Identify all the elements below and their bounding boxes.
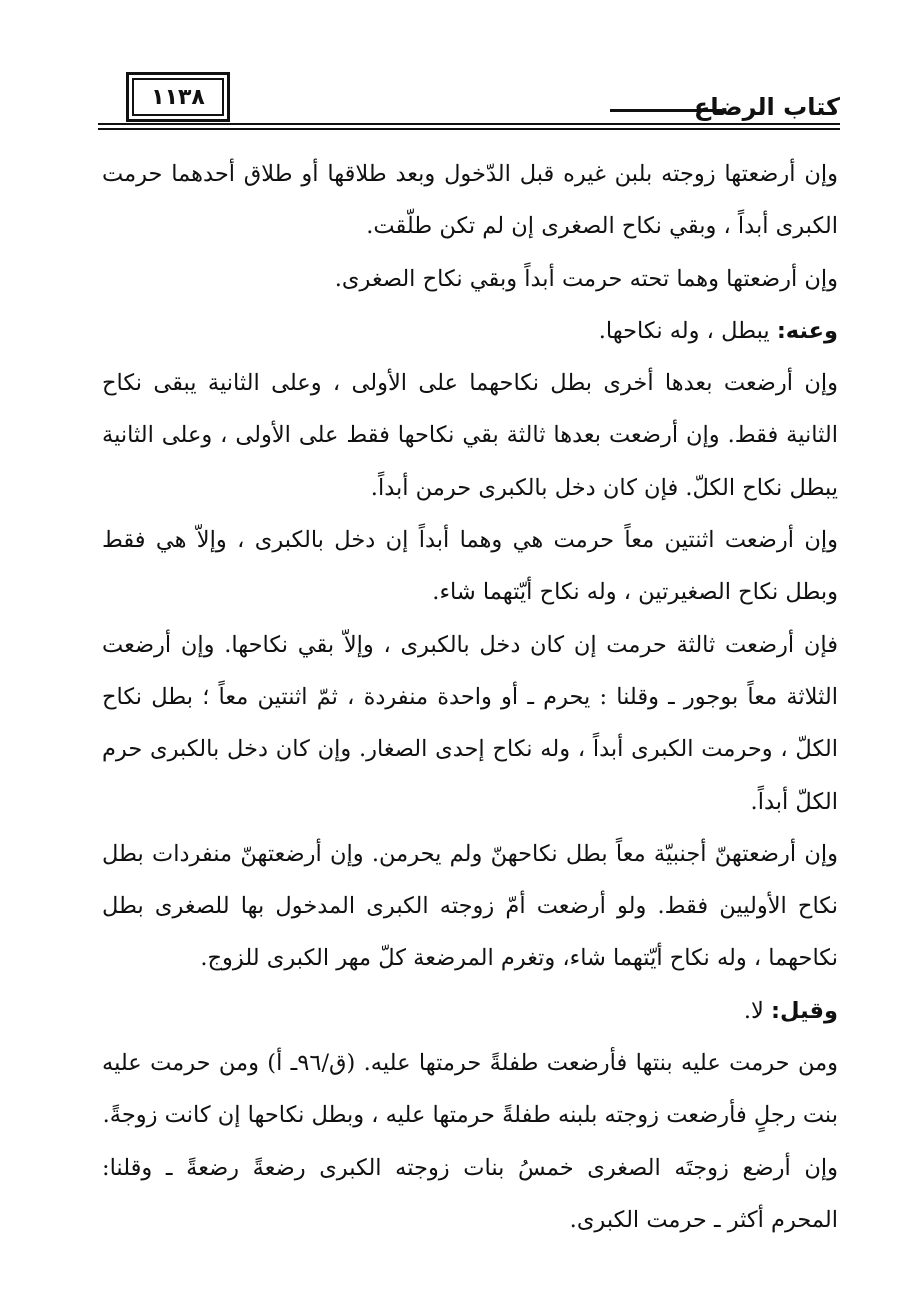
body-text	[102, 148, 838, 1246]
paragraph-text: وإن أرضعت بعدها أخرى بطل نكاحهما على الأولى ، وعلى الثانية يبقى نكاح الثانية فقط. وإن أرضعت بعدها ثالثة بقي نكاحها فقط على الأولى ، وعلى الثانية يبطل نكاح الكلّ. فإن كان دخل بالكبرى حرمن أبداً.	[102, 370, 838, 501]
paragraph-lead: وقيل:	[771, 997, 838, 1024]
paragraph	[102, 305, 838, 357]
paragraph-text: فإن أرضعت ثالثة حرمت إن كان دخل بالكبرى ، وإلاّ بقي نكاحها. وإن أرضعت الثلاثة معاً بوجور ـ وقلنا : يحرم ـ أو واحدة منفردة ، ثمّ اثنتين معاً ؛ بطل نكاح الكلّ ، وحرمت الكبرى أبداً ، وله نكاح إحدى الصغار. وإن كان دخل بالكبرى حرم الكلّ أبداً.	[102, 631, 838, 815]
page-number: ١١٣٨	[151, 84, 205, 110]
paragraph	[102, 514, 838, 619]
paragraph	[102, 1037, 838, 1142]
page-header	[98, 62, 840, 132]
book-title: كتاب الرضاع	[693, 93, 840, 121]
paragraph-text: وإن أرضع زوجتَه الصغرى خمسُ بنات زوجته الكبرى رضعةً رضعةً ـ وقلنا: المحرم أكثر ـ حرمت الكبرى.	[102, 1154, 838, 1233]
page-number-box	[126, 72, 230, 122]
paragraph-text: يبطل ، وله نكاحها.	[598, 317, 777, 344]
paragraph-text: وإن أرضعت اثنتين معاً حرمت هي وهما أبداً إن دخل بالكبرى ، وإلاّ هي فقط وبطل نكاح الصغيرتين ، وله نكاح أيّتهما شاء.	[102, 527, 838, 606]
paragraph-lead: وعنه:	[776, 317, 838, 344]
paragraph	[102, 148, 838, 253]
paragraph-text: وإن أرضعتها وهما تحته حرمت أبداً وبقي نكاح الصغرى.	[334, 265, 838, 292]
paragraph-text: لا.	[743, 997, 772, 1024]
paragraph	[102, 253, 838, 305]
paragraph-text: وإن أرضعتهنّ أجنبيّة معاً بطل نكاحهنّ ولم يحرمن. وإن أرضعتهنّ منفردات بطل نكاح الأوليين فقط. ولو أرضعت أمّ زوجته الكبرى المدخول بها للصغرى بطل نكاحهما ، وله نكاح أيّتهما شاء، وتغرم المرضعة كلّ مهر الكبرى للزوج.	[102, 840, 838, 972]
header-rule-bottom	[98, 128, 840, 130]
paragraph	[102, 828, 838, 985]
paragraph-text: وإن أرضعتها زوجته بلبن غيره قبل الدّخول وبعد طلاقها أو طلاق أحدهما حرمت الكبرى أبداً ، وبقي نكاح الصغرى إن لم تكن طلّقت.	[102, 161, 838, 240]
header-rule-top	[98, 123, 840, 125]
paragraph	[102, 985, 838, 1037]
paragraph-text: ومن حرمت عليه بنتها فأرضعت طفلةً حرمتها عليه. (ق/٩٦ـ أ) ومن حرمت عليه بنت رجلٍ فأرضعت زوجته بلبنه طفلةً حرمتها عليه ، وبطل نكاحها إن كانت زوجةً.	[102, 1050, 838, 1129]
paragraph	[102, 619, 838, 828]
paragraph	[102, 357, 838, 514]
paragraph	[102, 1142, 838, 1247]
